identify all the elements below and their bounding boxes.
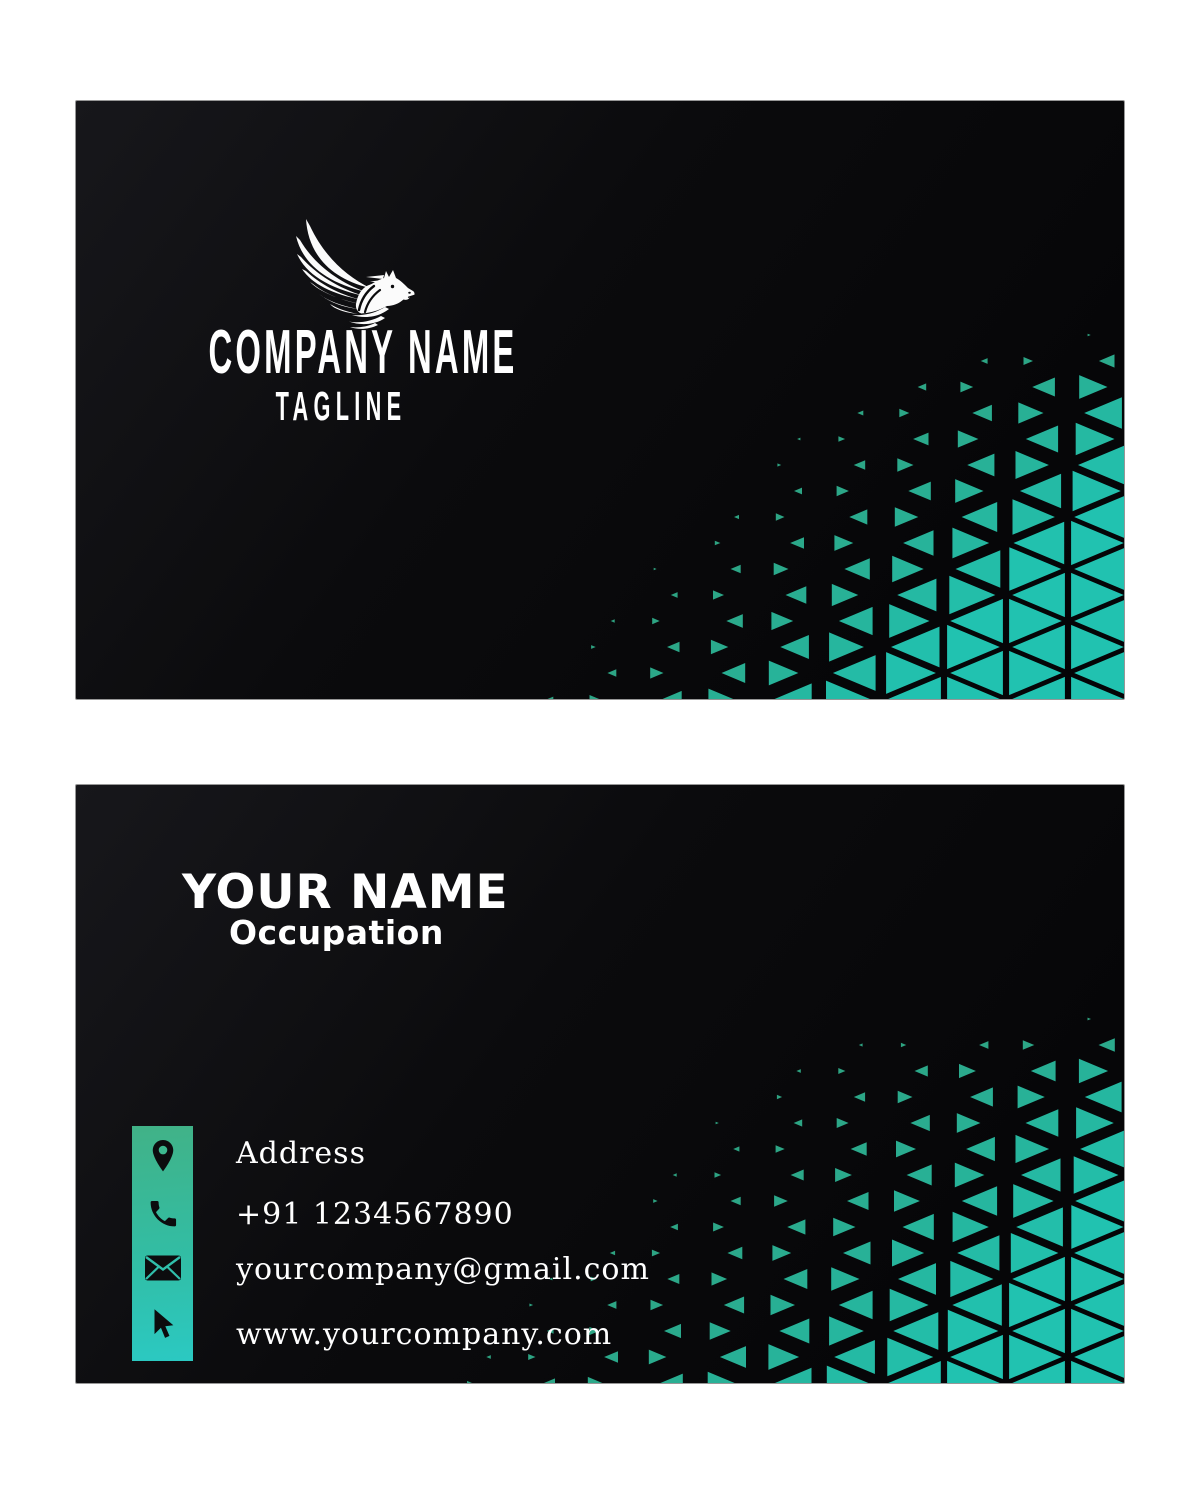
location-pin-icon: [149, 1140, 176, 1173]
person-occupation: Occupation: [229, 913, 444, 952]
company-tagline: TAGLINE: [275, 383, 407, 429]
business-card-front: [75, 100, 1125, 700]
contact-icon-bar: [132, 1126, 193, 1361]
business-card-back: [75, 784, 1125, 1384]
contact-website: www.yourcompany.com: [236, 1317, 613, 1352]
envelope-icon: [144, 1255, 182, 1282]
phone-icon: [146, 1198, 179, 1231]
contact-phone: +91 1234567890: [236, 1197, 514, 1232]
pegasus-logo: [286, 204, 431, 329]
contact-email: yourcompany@gmail.com: [236, 1252, 650, 1287]
person-name: YOUR NAME: [182, 865, 509, 920]
cursor-icon: [149, 1308, 176, 1342]
company-name: COMPANY NAME: [208, 318, 518, 387]
contact-address: Address: [236, 1136, 366, 1171]
